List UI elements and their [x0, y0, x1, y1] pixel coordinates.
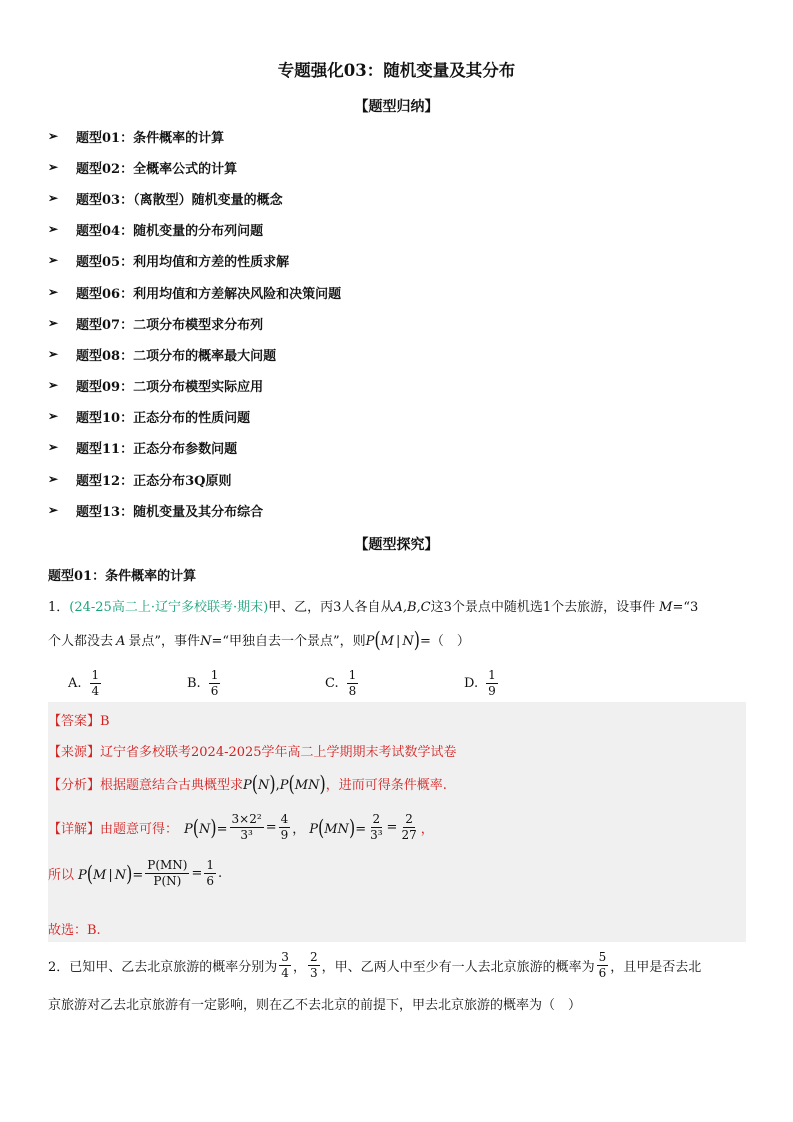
section-heading-explore: 【题型探究】	[354, 537, 439, 553]
question-2-line-2: 京旅游对乙去北京旅游有一定影响，则在乙不去北京的前提下，甲去北京旅游的概率为（ ）	[48, 998, 582, 1013]
arrow-bullet-icon: ➢	[48, 440, 59, 454]
toc-item[interactable]: ➢ 题型13：随机变量及其分布综合	[48, 503, 264, 520]
option-fraction: $\frac{1}{8}$	[348, 668, 357, 698]
arrow-bullet-icon: ➢	[48, 378, 59, 392]
toc-item[interactable]: ➢ 题型02：全概率公式的计算	[48, 160, 238, 177]
toc-item[interactable]: ➢ 题型06：利用均值和方差解决风险和决策问题	[48, 285, 342, 302]
question-1-line-1: 1．(24-25高二上·辽宁多校联考·期末)甲、乙，丙3人各自从A,B,C这3个景点中随机选1个去旅游，设事件 M=“3	[48, 600, 699, 615]
toc-item[interactable]: ➢ 题型10：正态分布的性质问题	[48, 409, 251, 426]
conditional-prob-expr: P(M | N)	[365, 626, 420, 653]
option-fraction: $\frac{1}{4}$	[91, 668, 100, 698]
subheading: 题型01：条件概率的计算	[48, 569, 197, 584]
question-source[interactable]: (24-25高二上·辽宁多校联考·期末)	[69, 600, 269, 615]
toc-item[interactable]: ➢ 题型04：随机变量的分布列问题	[48, 222, 264, 239]
analysis-expr: P(N),P(MN)	[243, 770, 326, 797]
detail-line: 【详解】由题意可得： P(N)= $\frac{\text{3×2²}}{\text{3³}}$ = $\frac{4}{9}$ ， P(MN)= $\frac{2}{\text{3³}}$ = $\frac{2}{27}$ ，	[48, 812, 434, 842]
arrow-bullet-icon: ➢	[48, 472, 59, 486]
question-2-line-1: 2． 已知甲、乙去北京旅游的概率分别为 $\frac{3}{4}$ ， $\frac{2}{3}$ ，甲、乙两人中至少有一人去北京旅游的概率为 $\frac{5}{6}$ ，且甲是否去北	[48, 950, 702, 980]
option-a[interactable]: A. $\frac{1}{4}$	[68, 668, 100, 698]
option-b[interactable]: B. $\frac{1}{6}$	[187, 668, 219, 698]
arrow-bullet-icon: ➢	[48, 285, 59, 299]
so-line: 所以 P(M | N)= $\frac{P(MN)}{P(N)}$ = $\frac{1}{6}$ .	[48, 858, 223, 888]
arrow-bullet-icon: ➢	[48, 129, 59, 143]
conclusion-line: 故选：B.	[48, 923, 101, 938]
source-line: 【来源】辽宁省多校联考2024-2025学年高二上学期期末考试数学试卷	[48, 745, 457, 760]
arrow-bullet-icon: ➢	[48, 409, 59, 423]
toc-item[interactable]: ➢ 题型07：二项分布模型求分布列	[48, 316, 264, 333]
toc-item[interactable]: ➢ 题型11：正态分布参数问题	[48, 440, 238, 457]
toc-item[interactable]: ➢ 题型09：二项分布模型实际应用	[48, 378, 264, 395]
arrow-bullet-icon: ➢	[48, 222, 59, 236]
toc-item[interactable]: ➢ 题型01：条件概率的计算	[48, 129, 225, 146]
page-title: 专题强化03：随机变量及其分布	[277, 61, 516, 80]
arrow-bullet-icon: ➢	[48, 160, 59, 174]
arrow-bullet-icon: ➢	[48, 347, 59, 361]
option-d[interactable]: D. $\frac{1}{9}$	[464, 668, 496, 698]
analysis-line: 【分析】根据题意结合古典概型求P(N),P(MN)，进而可得条件概率.	[48, 770, 447, 797]
option-c[interactable]: C. $\frac{1}{8}$	[325, 668, 357, 698]
answer-line: 【答案】B	[48, 714, 110, 729]
section-heading-summary: 【题型归纳】	[354, 99, 439, 115]
arrow-bullet-icon: ➢	[48, 503, 59, 517]
arrow-bullet-icon: ➢	[48, 191, 59, 205]
toc-item[interactable]: ➢ 题型05：利用均值和方差的性质求解	[48, 253, 290, 270]
option-fraction: $\frac{1}{6}$	[210, 668, 219, 698]
toc-item[interactable]: ➢ 题型12：正态分布3Q原则	[48, 472, 232, 489]
question-1-line-2: 个人都没去 A 景点”，事件N=“甲独自去一个景点”，则P(M | N)=（ ）	[48, 626, 470, 653]
arrow-bullet-icon: ➢	[48, 316, 59, 330]
option-fraction: $\frac{1}{9}$	[488, 668, 496, 698]
toc-item[interactable]: ➢ 题型03：（离散型）随机变量的概念	[48, 191, 283, 208]
toc-item[interactable]: ➢ 题型08：二项分布的概率最大问题	[48, 347, 277, 364]
arrow-bullet-icon: ➢	[48, 253, 59, 267]
